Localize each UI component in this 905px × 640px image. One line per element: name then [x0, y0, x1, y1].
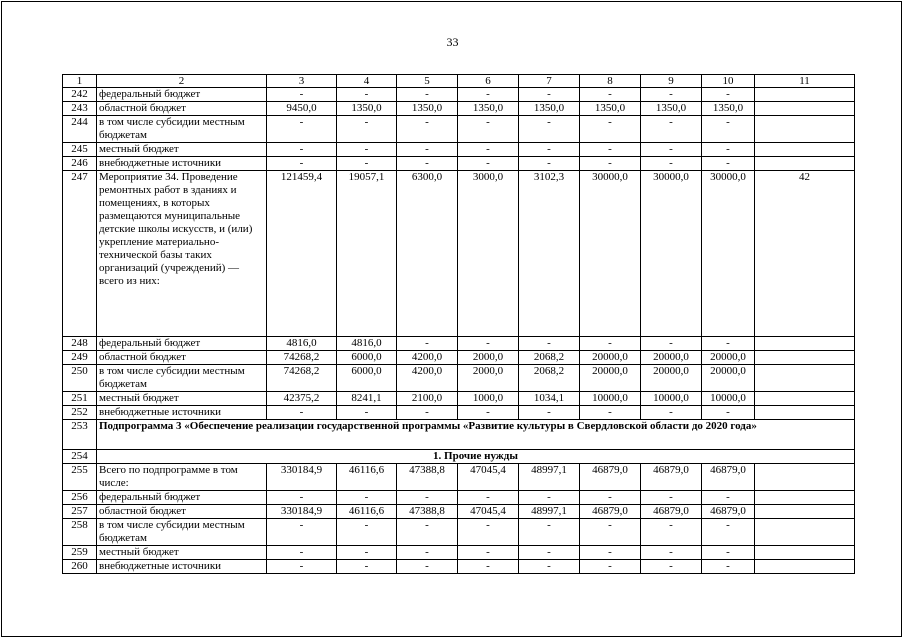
value-cell: 1350,0	[337, 102, 397, 116]
table-row	[63, 560, 855, 574]
row-number: 256	[63, 491, 97, 505]
row-number: 244	[63, 116, 97, 143]
value-cell: -	[397, 546, 458, 560]
value-cell: 2000,0	[458, 365, 519, 392]
value-cell: -	[397, 406, 458, 420]
row-number: 252	[63, 406, 97, 420]
row-description: областной бюджет	[97, 351, 267, 365]
header-cell: 1	[63, 75, 97, 88]
value-cell: -	[458, 157, 519, 171]
table-row	[63, 88, 855, 102]
row-number: 259	[63, 546, 97, 560]
section-row	[63, 450, 855, 464]
header-cell: 9	[641, 75, 702, 88]
table-row	[63, 337, 855, 351]
value-cell: -	[641, 546, 702, 560]
value-cell: 9450,0	[267, 102, 337, 116]
value-cell	[755, 491, 855, 505]
value-cell: 121459,4	[267, 171, 337, 337]
value-cell: -	[702, 546, 755, 560]
value-cell: 46879,0	[580, 464, 641, 491]
value-cell	[755, 464, 855, 491]
value-cell: -	[519, 116, 580, 143]
value-cell: 10000,0	[641, 392, 702, 406]
value-cell: 20000,0	[702, 365, 755, 392]
value-cell: -	[337, 143, 397, 157]
value-cell: -	[519, 560, 580, 574]
row-description: в том числе субсидии местным бюджетам	[97, 116, 267, 143]
value-cell: -	[580, 546, 641, 560]
value-cell	[755, 157, 855, 171]
value-cell: 19057,1	[337, 171, 397, 337]
value-cell: -	[519, 337, 580, 351]
row-number: 242	[63, 88, 97, 102]
value-cell: -	[702, 143, 755, 157]
value-cell: 330184,9	[267, 464, 337, 491]
row-number: 249	[63, 351, 97, 365]
row-description: федеральный бюджет	[97, 337, 267, 351]
header-cell: 7	[519, 75, 580, 88]
row-number: 248	[63, 337, 97, 351]
header-cell: 4	[337, 75, 397, 88]
row-number: 253	[63, 420, 97, 450]
value-cell: 4200,0	[397, 351, 458, 365]
value-cell: -	[397, 519, 458, 546]
value-cell: 46116,6	[337, 464, 397, 491]
value-cell: 42	[755, 171, 855, 337]
value-cell: -	[337, 88, 397, 102]
value-cell: -	[458, 491, 519, 505]
row-description: в том числе субсидии местным бюджетам	[97, 519, 267, 546]
row-description: Всего по подпрограмме в том числе:	[97, 464, 267, 491]
value-cell: -	[702, 337, 755, 351]
value-cell: -	[580, 157, 641, 171]
value-cell: 30000,0	[641, 171, 702, 337]
value-cell	[755, 143, 855, 157]
value-cell: 42375,2	[267, 392, 337, 406]
value-cell: -	[702, 88, 755, 102]
table-row	[63, 171, 855, 337]
value-cell: -	[580, 406, 641, 420]
value-cell: -	[519, 406, 580, 420]
table-row	[63, 464, 855, 491]
value-cell: -	[519, 546, 580, 560]
value-cell: 6000,0	[337, 351, 397, 365]
value-cell: 20000,0	[641, 351, 702, 365]
row-number: 260	[63, 560, 97, 574]
row-number: 251	[63, 392, 97, 406]
value-cell: 46879,0	[702, 464, 755, 491]
value-cell: -	[458, 546, 519, 560]
value-cell: -	[458, 560, 519, 574]
value-cell: -	[702, 116, 755, 143]
value-cell: -	[397, 116, 458, 143]
value-cell: 1350,0	[458, 102, 519, 116]
header-row	[63, 75, 855, 88]
row-number: 254	[63, 450, 97, 464]
value-cell: -	[267, 519, 337, 546]
value-cell: -	[580, 491, 641, 505]
value-cell: 1350,0	[397, 102, 458, 116]
value-cell: -	[519, 143, 580, 157]
row-description: местный бюджет	[97, 546, 267, 560]
row-number: 243	[63, 102, 97, 116]
value-cell: 4200,0	[397, 365, 458, 392]
value-cell: 46879,0	[641, 505, 702, 519]
row-number: 246	[63, 157, 97, 171]
value-cell: -	[267, 406, 337, 420]
page-number: 33	[446, 35, 459, 49]
row-description: внебюджетные источники	[97, 560, 267, 574]
row-number: 247	[63, 171, 97, 337]
table-row	[63, 406, 855, 420]
value-cell	[755, 546, 855, 560]
value-cell: 2000,0	[458, 351, 519, 365]
value-cell: -	[641, 491, 702, 505]
value-cell: -	[267, 491, 337, 505]
value-cell: 47045,4	[458, 505, 519, 519]
value-cell: -	[641, 337, 702, 351]
value-cell	[755, 351, 855, 365]
section-title: 1. Прочие нужды	[97, 450, 855, 464]
value-cell: -	[337, 116, 397, 143]
value-cell: -	[337, 519, 397, 546]
value-cell: -	[267, 546, 337, 560]
value-cell: 1350,0	[702, 102, 755, 116]
row-description: Мероприятие 34. Проведение ремонтных работ в зданиях и помещениях, в которых размещаются муниципальные детские школы искусств, и (или) укрепление материально-технической базы таких организаций (учреждений) — всего из них:	[97, 171, 267, 337]
value-cell: 6000,0	[337, 365, 397, 392]
row-number: 255	[63, 464, 97, 491]
value-cell: -	[580, 519, 641, 546]
value-cell: 48997,1	[519, 464, 580, 491]
subprogram-title: Подпрограмма 3 «Обеспечение реализации государственной программы «Развитие культуры в Свердловской области до 2020 года»	[97, 420, 855, 450]
budget-table	[62, 74, 855, 574]
value-cell: -	[702, 157, 755, 171]
value-cell: 330184,9	[267, 505, 337, 519]
value-cell: -	[519, 519, 580, 546]
row-number: 245	[63, 143, 97, 157]
value-cell: 30000,0	[702, 171, 755, 337]
row-description: федеральный бюджет	[97, 88, 267, 102]
value-cell: -	[580, 116, 641, 143]
row-number: 257	[63, 505, 97, 519]
value-cell: -	[267, 143, 337, 157]
value-cell: 3102,3	[519, 171, 580, 337]
value-cell: 1350,0	[641, 102, 702, 116]
value-cell: -	[337, 406, 397, 420]
value-cell: -	[337, 157, 397, 171]
value-cell: 74268,2	[267, 365, 337, 392]
row-number: 250	[63, 365, 97, 392]
row-description: внебюджетные источники	[97, 157, 267, 171]
value-cell: 2100,0	[397, 392, 458, 406]
row-description: областной бюджет	[97, 505, 267, 519]
value-cell: 30000,0	[580, 171, 641, 337]
header-cell: 3	[267, 75, 337, 88]
value-cell: -	[458, 143, 519, 157]
value-cell: -	[397, 491, 458, 505]
value-cell: 1000,0	[458, 392, 519, 406]
value-cell: -	[641, 519, 702, 546]
value-cell: 1350,0	[519, 102, 580, 116]
value-cell	[755, 406, 855, 420]
value-cell: 8241,1	[337, 392, 397, 406]
value-cell: -	[580, 88, 641, 102]
value-cell	[755, 519, 855, 546]
value-cell: -	[702, 519, 755, 546]
value-cell: -	[397, 143, 458, 157]
value-cell: -	[267, 560, 337, 574]
row-description: федеральный бюджет	[97, 491, 267, 505]
value-cell: -	[580, 143, 641, 157]
value-cell: -	[458, 88, 519, 102]
row-description: внебюджетные источники	[97, 406, 267, 420]
header-cell: 5	[397, 75, 458, 88]
value-cell: -	[580, 337, 641, 351]
value-cell	[755, 365, 855, 392]
table-row	[63, 143, 855, 157]
value-cell	[755, 505, 855, 519]
value-cell: -	[337, 491, 397, 505]
table-row	[63, 157, 855, 171]
value-cell: -	[458, 406, 519, 420]
value-cell: -	[519, 491, 580, 505]
row-description: в том числе субсидии местным бюджетам	[97, 365, 267, 392]
value-cell: -	[397, 337, 458, 351]
value-cell: 46879,0	[641, 464, 702, 491]
header-cell: 8	[580, 75, 641, 88]
value-cell: 48997,1	[519, 505, 580, 519]
value-cell	[755, 392, 855, 406]
value-cell: 10000,0	[702, 392, 755, 406]
value-cell: -	[397, 560, 458, 574]
value-cell: -	[267, 88, 337, 102]
value-cell: 1034,1	[519, 392, 580, 406]
value-cell: -	[641, 406, 702, 420]
value-cell: 20000,0	[702, 351, 755, 365]
value-cell: -	[641, 560, 702, 574]
value-cell: 46879,0	[580, 505, 641, 519]
value-cell: -	[519, 88, 580, 102]
table-row	[63, 102, 855, 116]
table-row	[63, 351, 855, 365]
row-description: местный бюджет	[97, 143, 267, 157]
value-cell: 2068,2	[519, 365, 580, 392]
value-cell: -	[702, 491, 755, 505]
value-cell: -	[641, 157, 702, 171]
value-cell	[755, 102, 855, 116]
value-cell: 2068,2	[519, 351, 580, 365]
table-row	[63, 519, 855, 546]
value-cell: 20000,0	[641, 365, 702, 392]
value-cell: 74268,2	[267, 351, 337, 365]
value-cell	[755, 337, 855, 351]
header-cell: 2	[97, 75, 267, 88]
value-cell: -	[337, 546, 397, 560]
value-cell: -	[267, 116, 337, 143]
header-cell: 6	[458, 75, 519, 88]
header-cell: 10	[702, 75, 755, 88]
value-cell: 4816,0	[337, 337, 397, 351]
table-row	[63, 505, 855, 519]
row-description: областной бюджет	[97, 102, 267, 116]
value-cell: 6300,0	[397, 171, 458, 337]
value-cell: 46879,0	[702, 505, 755, 519]
value-cell: -	[641, 143, 702, 157]
value-cell: 4816,0	[267, 337, 337, 351]
value-cell	[755, 116, 855, 143]
value-cell: 47388,8	[397, 505, 458, 519]
value-cell: -	[580, 560, 641, 574]
value-cell: -	[458, 116, 519, 143]
header-cell: 11	[755, 75, 855, 88]
value-cell: -	[702, 406, 755, 420]
subprogram-row	[63, 420, 855, 450]
value-cell	[755, 560, 855, 574]
table-row	[63, 546, 855, 560]
value-cell: -	[397, 157, 458, 171]
value-cell: 1350,0	[580, 102, 641, 116]
value-cell	[755, 88, 855, 102]
value-cell: -	[458, 337, 519, 351]
value-cell: -	[267, 157, 337, 171]
value-cell: -	[458, 519, 519, 546]
table-row	[63, 365, 855, 392]
value-cell: -	[337, 560, 397, 574]
value-cell: 10000,0	[580, 392, 641, 406]
value-cell: 47045,4	[458, 464, 519, 491]
value-cell: 3000,0	[458, 171, 519, 337]
row-description: местный бюджет	[97, 392, 267, 406]
value-cell: -	[641, 88, 702, 102]
value-cell: -	[702, 560, 755, 574]
value-cell: -	[397, 88, 458, 102]
row-number: 258	[63, 519, 97, 546]
value-cell: 46116,6	[337, 505, 397, 519]
value-cell: -	[519, 157, 580, 171]
value-cell: 20000,0	[580, 351, 641, 365]
table-row	[63, 392, 855, 406]
value-cell: 47388,8	[397, 464, 458, 491]
table-row	[63, 491, 855, 505]
value-cell: 20000,0	[580, 365, 641, 392]
value-cell: -	[641, 116, 702, 143]
table-row	[63, 116, 855, 143]
